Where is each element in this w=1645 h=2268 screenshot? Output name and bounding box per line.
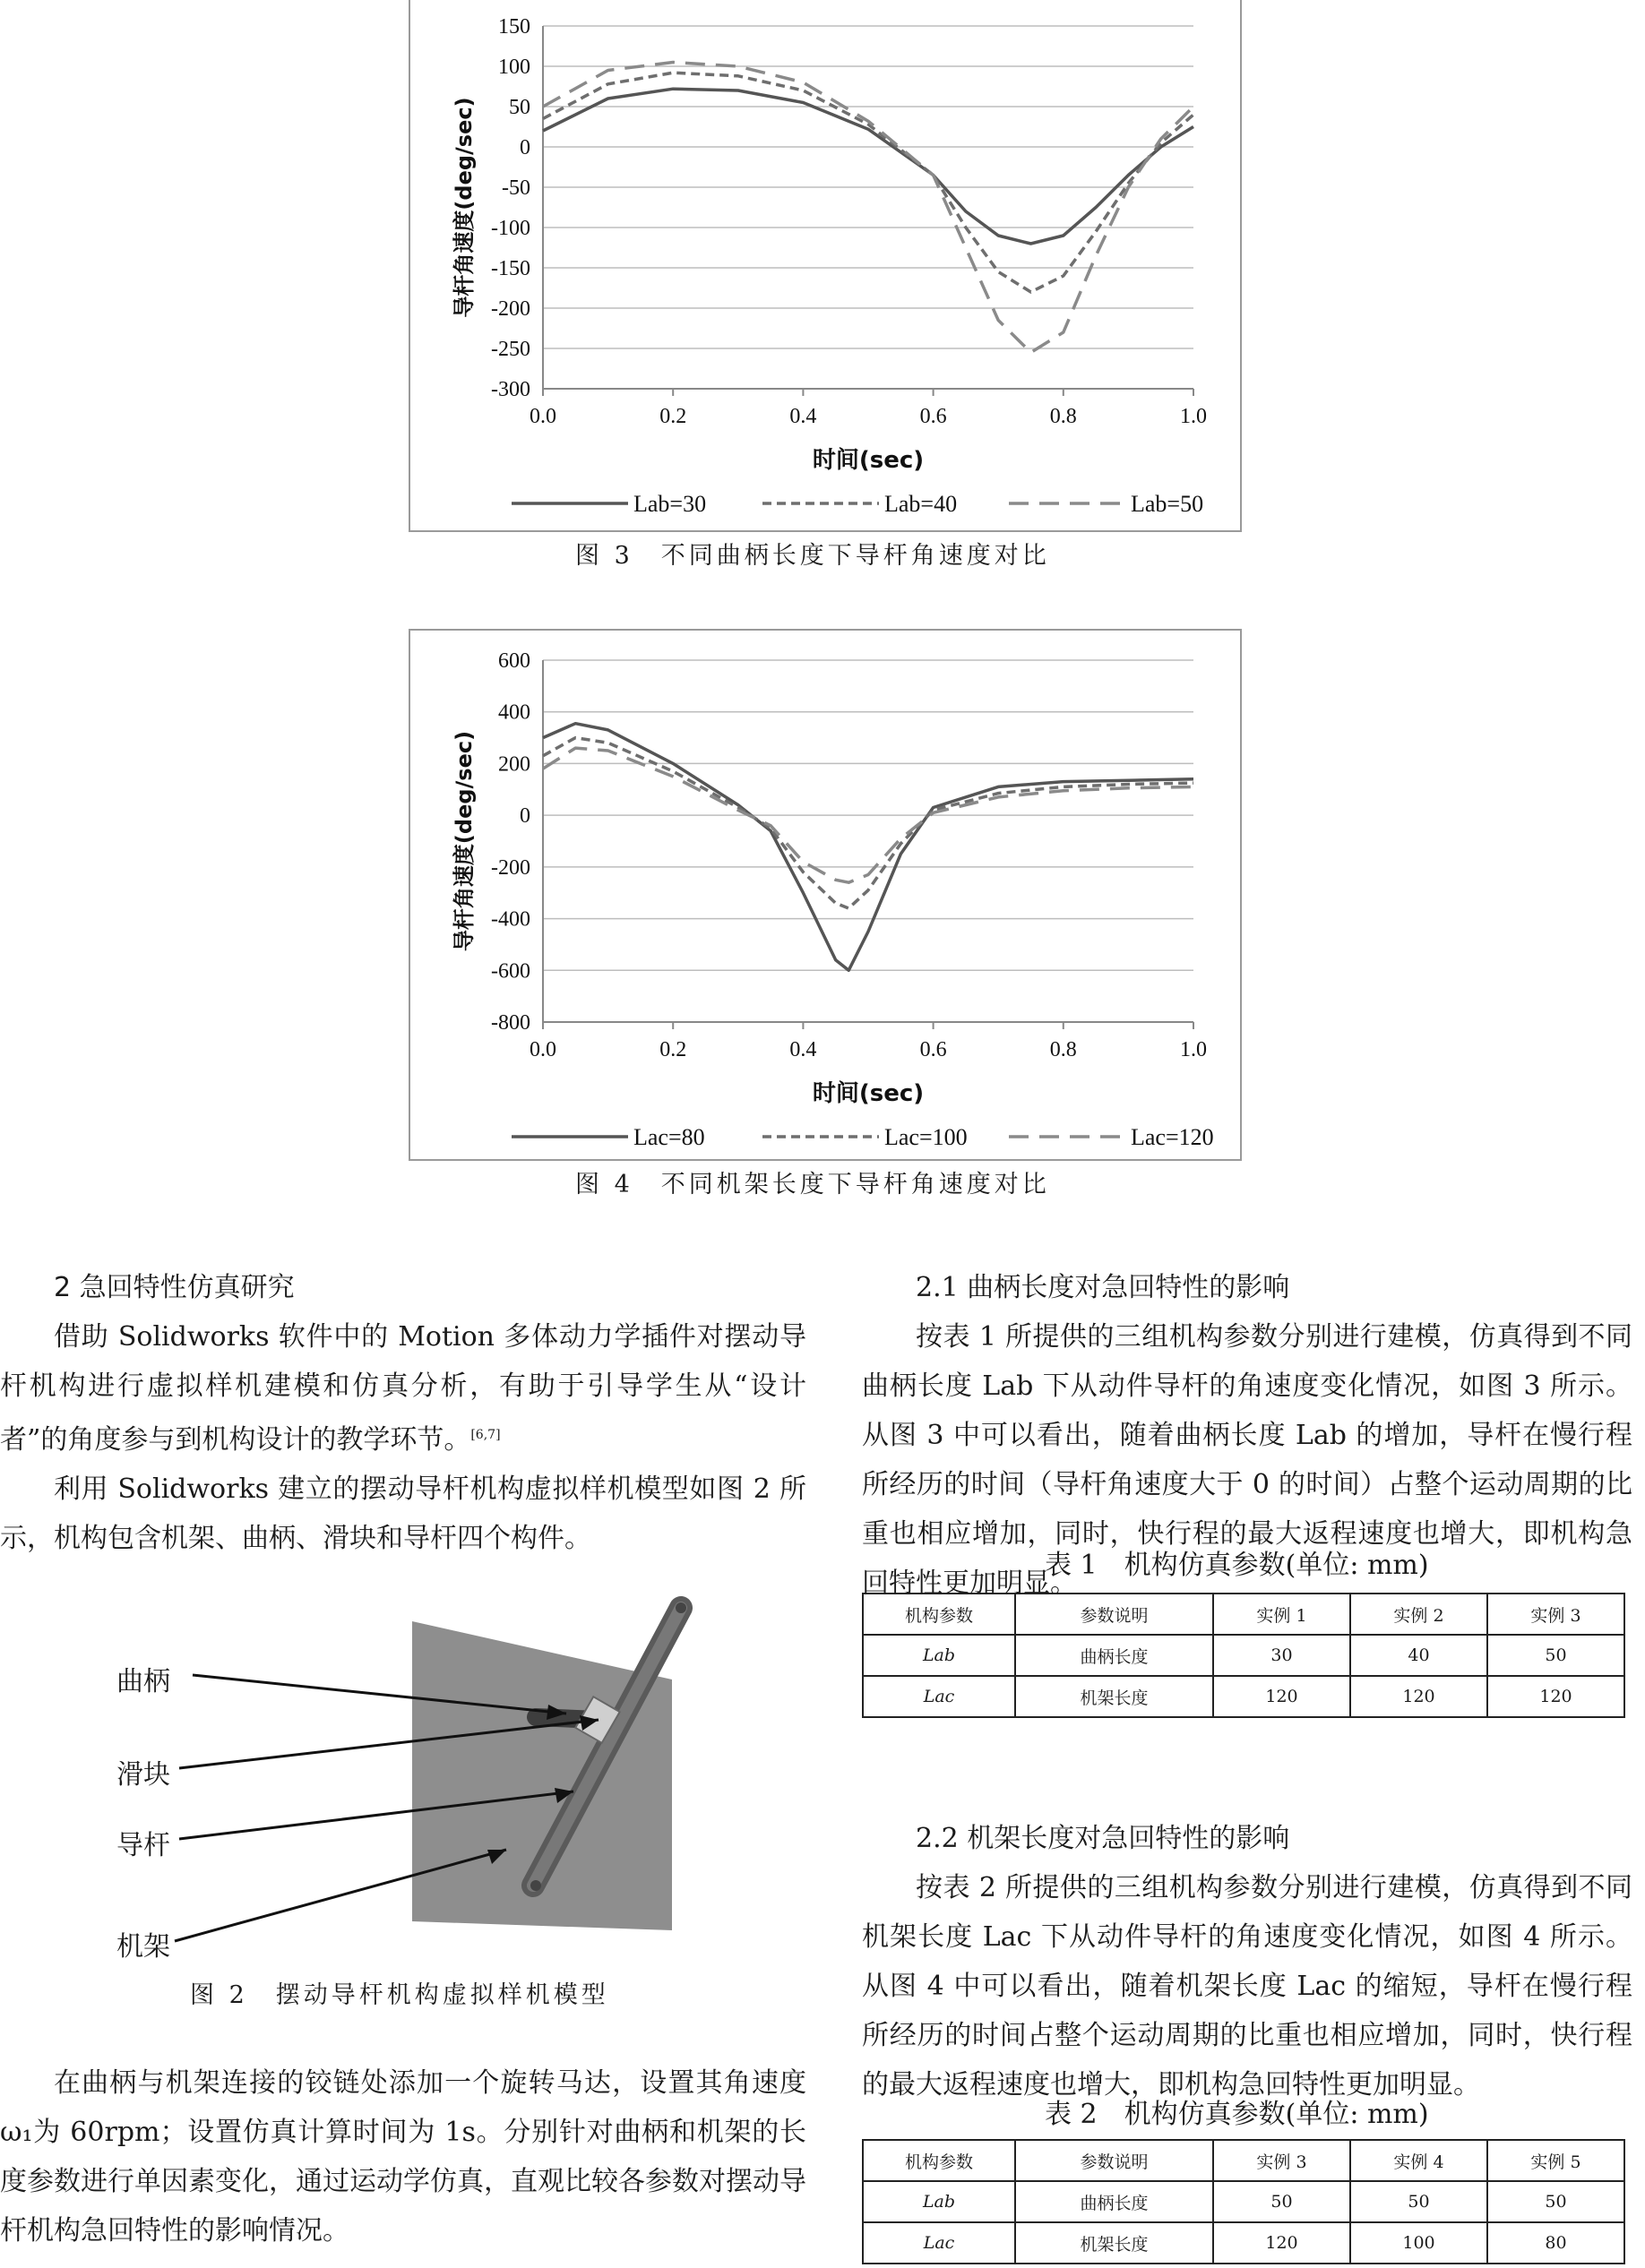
left-column-bottom <box>0 2058 806 2255</box>
table-row <box>863 2222 1624 2264</box>
label-frame: 机架 <box>116 1931 170 1963</box>
table-cell: Lab <box>863 1635 1015 1676</box>
table-cell: 50 <box>1487 2181 1624 2222</box>
table-cell: 100 <box>1350 2222 1487 2264</box>
table-cell: Lac <box>863 2222 1015 2264</box>
table-cell: 30 <box>1213 1635 1350 1676</box>
x-axis-label: 时间(sec) <box>812 1080 925 1107</box>
table-cell: Lac <box>863 1676 1015 1717</box>
series-line-2 <box>543 73 1193 292</box>
table-cell: 机构参数 <box>863 2140 1015 2181</box>
y-tick-label: 0 <box>520 136 530 159</box>
table-row <box>863 1594 1624 1635</box>
table-cell: 实例 2 <box>1350 1594 1487 1635</box>
s21-title: 2.1 曲柄长度对急回特性的影响 <box>916 1272 1290 1303</box>
x-tick-label: 1.0 <box>1180 405 1207 428</box>
table-cell: 实例 5 <box>1487 2140 1624 2181</box>
legend-entry: Lac=120 <box>1131 1124 1214 1150</box>
x-tick-label: 0.4 <box>789 405 817 428</box>
table-cell: 120 <box>1213 2222 1350 2264</box>
legend-entry: Lac=100 <box>884 1124 968 1150</box>
x-tick-label: 0.4 <box>789 1038 817 1061</box>
y-tick-label: 400 <box>498 700 530 725</box>
table-row <box>863 1635 1624 1676</box>
table-cell: 实例 1 <box>1213 1594 1350 1635</box>
series-line-1 <box>543 89 1193 244</box>
figure4-caption: 图 4 不同机架长度下导杆角速度对比 <box>575 1171 1050 1198</box>
y-tick-label: -600 <box>491 959 530 984</box>
table-cell: 实例 3 <box>1487 1594 1624 1635</box>
table-cell: 实例 3 <box>1213 2140 1350 2181</box>
table-cell: 80 <box>1487 2222 1624 2264</box>
y-tick-label: 600 <box>498 649 530 673</box>
x-tick-label: 0.8 <box>1049 405 1077 428</box>
table-cell: 120 <box>1487 1676 1624 1717</box>
legend-entry: Lab=40 <box>884 491 958 517</box>
figure2-caption: 图 2 摆动导杆机构虚拟样机模型 <box>190 1981 609 2009</box>
y-tick-label: 200 <box>498 752 530 777</box>
y-tick-label: -800 <box>491 1011 530 1035</box>
legend-entry: Lac=80 <box>633 1124 705 1150</box>
figure4-frame <box>409 629 1242 1161</box>
table-cell: 120 <box>1350 1676 1487 1717</box>
table-cell: 参数说明 <box>1015 1594 1213 1635</box>
section-title: 2 急回特性仿真研究 <box>54 1272 295 1303</box>
table-cell: 机架长度 <box>1015 1676 1213 1717</box>
y-tick-label: -250 <box>491 338 530 361</box>
y-tick-label: -150 <box>491 257 530 280</box>
figure3-frame <box>409 0 1242 532</box>
s21-text: 按表 1 所提供的三组机构参数分别进行建模，仿真得到不同曲柄长度 Lab 下从动件导杆的角速度变化情况，如图 3 所示。从图 3 中可以看出，随着曲柄长度 Lab 的增加，导杆在慢行程所经历的时间（导杆角速度大于 0 的时间）占整个运动周期的比重也相应增加，同时，快行程的最大返程速度也增大，即机构急回特性更加明显。 <box>862 1321 1632 1599</box>
y-axis-label: 导杆角速度(deg/sec) <box>452 730 477 952</box>
y-axis-label: 导杆角速度(deg/sec) <box>452 97 477 318</box>
y-tick-label: -200 <box>491 855 530 880</box>
x-axis-label: 时间(sec) <box>812 447 925 474</box>
y-tick-label: -400 <box>491 907 530 932</box>
para-2: 利用 Solidworks 建立的摆动导杆机构虚拟样机模型如图 2 所示，机构包含机架、曲柄、滑块和导杆四个构件。 <box>0 1473 806 1554</box>
x-tick-label: 0.2 <box>659 405 687 428</box>
y-tick-label: 0 <box>520 804 530 829</box>
x-tick-label: 0.0 <box>530 405 556 428</box>
table1-caption: 表 1 机构仿真参数(单位: mm) <box>1045 1550 1429 1581</box>
table-cell: 机构参数 <box>863 1594 1015 1635</box>
x-tick-label: 0.2 <box>659 1038 687 1061</box>
table-cell: 40 <box>1350 1635 1487 1676</box>
table-cell: 50 <box>1350 2181 1487 2222</box>
y-tick-label: -100 <box>491 217 530 240</box>
y-tick-label: -300 <box>491 378 530 401</box>
table-cell: 曲柄长度 <box>1015 2181 1213 2222</box>
figure3-chart <box>410 0 1240 530</box>
table2-caption: 表 2 机构仿真参数(单位: mm) <box>1045 2099 1429 2130</box>
legend-entry: Lab=30 <box>633 491 707 517</box>
figure3-caption: 图 3 不同曲柄长度下导杆角速度对比 <box>575 542 1050 570</box>
para-1: 借助 Solidworks 软件中的 Motion 多体动力学插件对摆动导杆机构进行虚拟样机建模和仿真分析，有助于引导学生从“设计者”的角度参与到机构设计的教学环节。[6,7] <box>0 1321 806 1456</box>
table-cell: 50 <box>1487 1635 1624 1676</box>
x-tick-label: 0.8 <box>1049 1038 1077 1061</box>
table-cell: Lab <box>863 2181 1015 2222</box>
s22-title: 2.2 机架长度对急回特性的影响 <box>916 1823 1290 1854</box>
label-crank: 曲柄 <box>116 1666 170 1697</box>
x-tick-label: 0.6 <box>919 405 947 428</box>
table-cell: 120 <box>1213 1676 1350 1717</box>
table-cell: 曲柄长度 <box>1015 1635 1213 1676</box>
label-slider: 滑块 <box>116 1759 170 1791</box>
table1 <box>862 1593 1625 1718</box>
table-row <box>863 2181 1624 2222</box>
figure2 <box>0 1585 806 1962</box>
table-cell: 机架长度 <box>1015 2222 1213 2264</box>
y-tick-label: 50 <box>509 96 530 119</box>
series-line-1 <box>543 724 1193 971</box>
figure4-chart <box>410 631 1240 1159</box>
right-column-2 <box>862 1814 1632 2109</box>
y-tick-label: -200 <box>491 297 530 321</box>
ref-6-7: [6,7] <box>470 1428 501 1442</box>
legend-entry: Lab=50 <box>1131 491 1204 517</box>
y-tick-label: -50 <box>502 176 530 200</box>
table-cell: 实例 4 <box>1350 2140 1487 2181</box>
para-3: 在曲柄与机架连接的铰链处添加一个旋转马达，设置其角速度ω₁为 60rpm；设置仿真计算时间为 1s。分别针对曲柄和机架的长度参数进行单因素变化，通过运动学仿真，直观比较各参数对摆动导杆机构急回特性的影响情况。 <box>0 2067 806 2247</box>
x-tick-label: 1.0 <box>1180 1038 1207 1061</box>
label-guide-bar: 导杆 <box>116 1830 170 1861</box>
s22-text: 按表 2 所提供的三组机构参数分别进行建模，仿真得到不同机架长度 Lac 下从动件导杆的角速度变化情况，如图 4 所示。从图 4 中可以看出，随着机架长度 Lac 的缩短，导杆在慢行程所经历的时间占整个运动周期的比重也相应增加，同时，快行程的最大返程速度也增大，即机构急回特性更加明显。 <box>862 1872 1632 2100</box>
table-cell: 50 <box>1213 2181 1350 2222</box>
table-row <box>863 2140 1624 2181</box>
table-row <box>863 1676 1624 1717</box>
x-tick-label: 0.0 <box>530 1038 556 1061</box>
table-cell: 参数说明 <box>1015 2140 1213 2181</box>
y-tick-label: 150 <box>498 15 530 39</box>
left-column <box>0 1263 806 1563</box>
y-tick-label: 100 <box>498 56 530 79</box>
table2 <box>862 2139 1625 2264</box>
x-tick-label: 0.6 <box>919 1038 947 1061</box>
